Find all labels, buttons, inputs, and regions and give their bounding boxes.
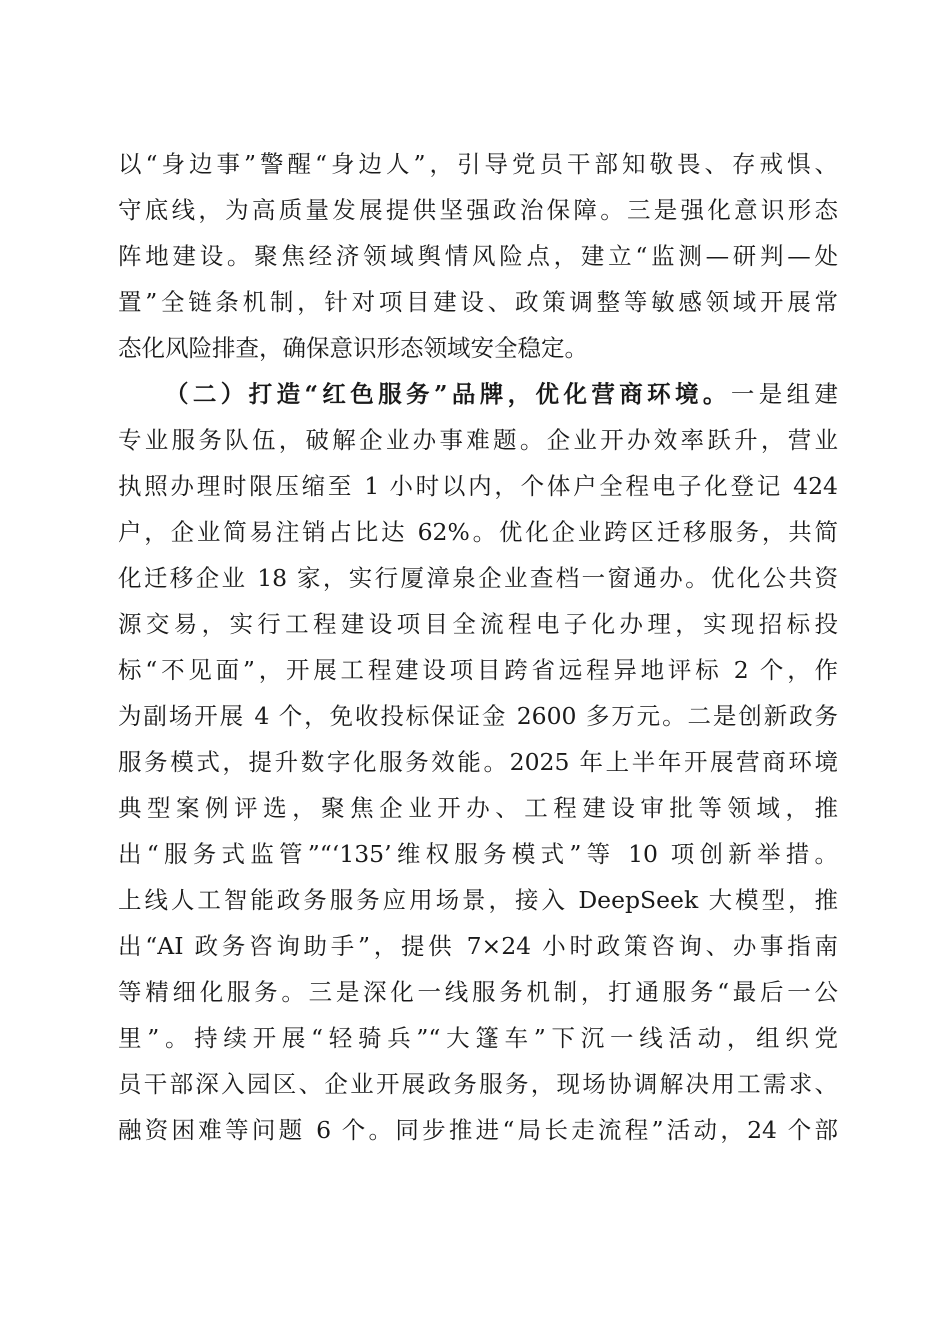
body-text-line: 等精细化服务。三是深化一线服务机制，打通服务“最后一公: [118, 978, 838, 1006]
body-text-line: 为副场开展 4 个，免收投标保证金 2600 多万元。二是创新政务: [118, 702, 838, 730]
body-text-line: 置”全链条机制，针对项目建设、政策调整等敏感领域开展常: [118, 288, 838, 316]
body-text-line: 出“服务式监管”“‘135’维权服务模式”等 10 项创新举措。: [118, 840, 838, 868]
section-heading-line: [165, 374, 838, 414]
body-text-line: 以“身边事”警醒“身边人”，引导党员干部知敬畏、存戒惧、: [118, 150, 838, 178]
body-text-line: 阵地建设。聚焦经济领域舆情风险点，建立“监测—研判—处: [118, 242, 838, 270]
body-text-line: 源交易，实行工程建设项目全流程电子化办理，实现招标投: [118, 610, 838, 638]
body-text-line: 里”。持续开展“轻骑兵”“大篷车”下沉一线活动，组织党: [118, 1024, 838, 1052]
body-text-line: 员干部深入园区、企业开展政务服务，现场协调解决用工需求、: [118, 1070, 838, 1098]
body-text-line: 上线人工智能政务服务应用场景，接入 DeepSeek 大模型，推: [118, 886, 838, 914]
body-text-line: 专业服务队伍，破解企业办事难题。企业开办效率跃升，营业: [118, 426, 838, 454]
body-text-line: 服务模式，提升数字化服务效能。2025 年上半年开展营商环境: [118, 748, 838, 776]
section-heading-continuation: 一是组建: [730, 380, 838, 408]
body-text-line: 执照办理时限压缩至 1 小时以内，个体户全程电子化登记 424: [118, 472, 838, 500]
body-text-line: 出“AI 政务咨询助手”，提供 7×24 小时政策咨询、办事指南: [118, 932, 838, 960]
body-text-line: 守底线，为高质量发展提供坚强政治保障。三是强化意识形态: [118, 196, 838, 224]
body-text-line: 态化风险排查，确保意识形态领域安全稳定。: [118, 334, 588, 362]
body-text-line: 典型案例评选，聚焦企业开办、工程建设审批等领域，推: [118, 794, 838, 822]
body-text-line: 标“不见面”，开展工程建设项目跨省远程异地评标 2 个，作: [118, 656, 838, 684]
section-heading: （二）打造“红色服务”品牌，优化营商环境。: [165, 380, 731, 408]
body-text-line: 融资困难等问题 6 个。同步推进“局长走流程”活动，24 个部: [118, 1116, 838, 1144]
body-text-line: 户，企业简易注销占比达 62%。优化企业跨区迁移服务，共简: [118, 518, 838, 546]
body-text-line: 化迁移企业 18 家，实行厦漳泉企业查档一窗通办。优化公共资: [118, 564, 838, 592]
